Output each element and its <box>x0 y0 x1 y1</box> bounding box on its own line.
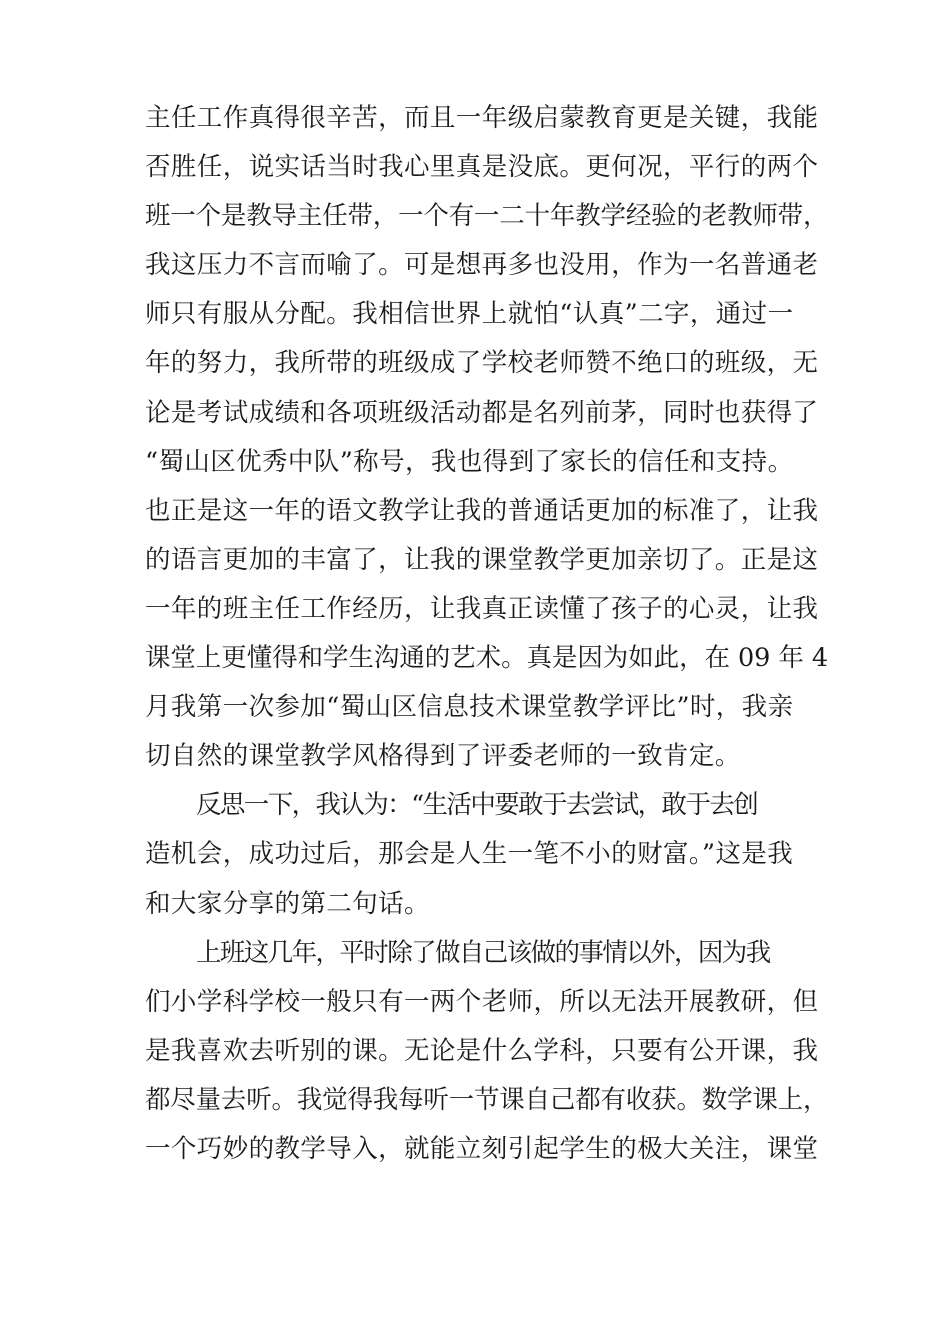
text-line: 主任工作真得很辛苦，而且一年级启蒙教育更是关键，我能 <box>145 103 819 133</box>
body-text <box>145 94 829 1174</box>
text-line: 师只有服从分配。我相信世界上就怕“认真”二字，通过一 <box>145 299 794 330</box>
text-line: “蜀山区优秀中队”称号，我也得到了家长的信任和支持。 <box>145 446 794 477</box>
text-line: 课堂上更懂得和学生沟通的艺术。真是因为如此，在 09 年 4 <box>145 643 828 674</box>
text-line: 否胜任，说实话当时我心里真是没底。更何况，平行的两个 <box>145 152 819 183</box>
text-line: 造机会，成功过后，那会是人生一笔不小的财富。”这是我 <box>145 839 794 870</box>
text-line: 一年的班主任工作经历，让我真正读懂了孩子的心灵，让我 <box>145 593 819 624</box>
text-line: 一个巧妙的教学导入，就能立刻引起学生的极大关注，课堂 <box>145 1133 819 1164</box>
text-line: 切自然的课堂教学风格得到了评委老师的一致肯定。 <box>145 741 741 772</box>
text-line: 也正是这一年的语文教学让我的普通话更加的标准了，让我 <box>145 495 819 526</box>
text-line: 班一个是教导主任带，一个有一二十年教学经验的老教师带， <box>145 201 829 232</box>
text-line: 是我喜欢去听别的课。无论是什么学科，只要有公开课，我 <box>145 1035 819 1066</box>
text-line: 反思一下，我认为：“生活中要敢于去尝试，敢于去创 <box>196 790 758 821</box>
text-line: 月我第一次参加“蜀山区信息技术课堂教学评比”时，我亲 <box>145 692 794 723</box>
text-line: 都尽量去听。我觉得我每听一节课自己都有收获。数学课上， <box>145 1084 829 1115</box>
text-line: 论是考试成绩和各项班级活动都是名列前茅，同时也获得了 <box>145 397 819 428</box>
text-line: 和大家分享的第二句话。 <box>145 888 430 919</box>
text-line: 们小学科学校一般只有一两个老师，所以无法开展教研，但 <box>145 986 819 1017</box>
text-line: 的语言更加的丰富了，让我的课堂教学更加亲切了。正是这 <box>145 544 819 575</box>
text-line: 年的努力，我所带的班级成了学校老师赞不绝口的班级，无 <box>145 348 819 379</box>
text-line: 上班这几年，平时除了做自己该做的事情以外，因为我 <box>196 937 770 968</box>
text-line: 我这压力不言而喻了。可是想再多也没用，作为一名普通老 <box>145 250 819 281</box>
